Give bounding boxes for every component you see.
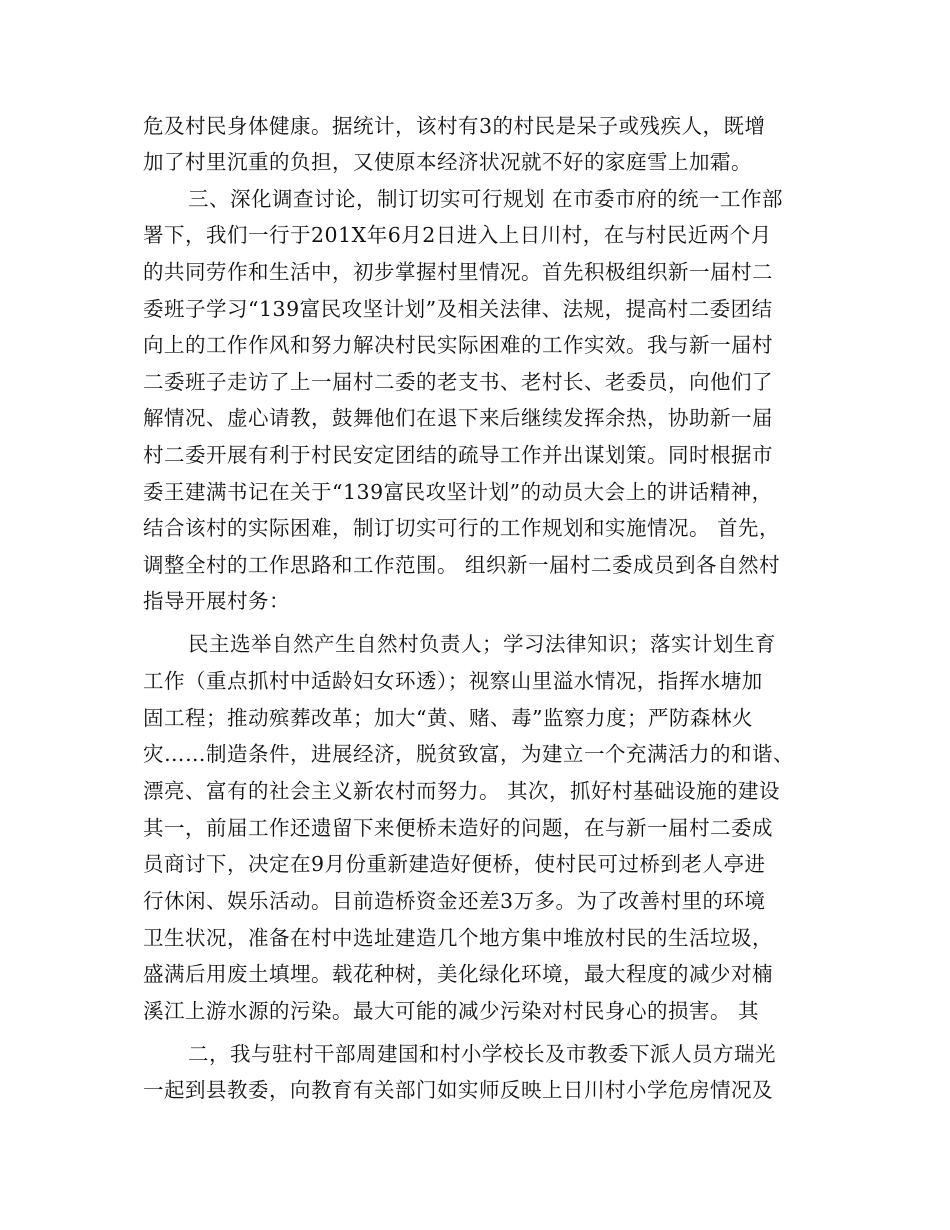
text-line: 村二委开展有利于村民安定团结的疏导工作并出谋划策。同时根据市 <box>143 443 773 467</box>
text-line: 委班子学习“139富民攻坚计划”及相关法律、法规，提高村二委团结 <box>143 297 773 321</box>
text-line: 行休闲、娱乐活动。目前造桥资金还差3万多。为了改善村里的环境 <box>143 889 766 913</box>
text-line: 溪江上游水源的污染。最大可能的减少污染对村民身心的损害。 其 <box>143 999 760 1023</box>
text-line: 其一，前届工作还遗留下来便桥未造好的问题，在与新一届村二委成 <box>143 816 773 840</box>
text-line: 的共同劳作和生活中，初步掌握村里情况。首先积极组织新一届村二 <box>143 260 773 284</box>
text-line: 解情况、虚心请教，鼓舞他们在退下来后继续发挥余热，协助新一届 <box>143 406 773 430</box>
section-heading-line: 三、深化调查讨论，制订切实可行规划 在市委市府的统一工作部 <box>188 187 784 211</box>
text-line: 二，我与驻村干部周建国和村小学校长及市教委下派人员方瑞光 <box>188 1042 776 1066</box>
text-line: 委王建满书记在关于“139富民攻坚计划”的动员大会上的讲话精神， <box>143 480 773 504</box>
text-line: 工作（重点抓村中适龄妇女环透）；视察山里溢水情况，指挥水塘加 <box>143 669 763 693</box>
text-line: 危及村民身体健康。据统计，该村有3的村民是呆子或残疾人，既增 <box>143 114 766 138</box>
text-line: 结合该村的实际困难，制订切实可行的工作规划和实施情况。 首先， <box>143 516 781 540</box>
text-line: 民主选举自然产生自然村负责人；学习法律知识；落实计划生育 <box>188 632 776 656</box>
text-line: 盛满后用废土填埋。载花种树，美化绿化环境，最大程度的减少对楠 <box>143 962 773 986</box>
text-line: 加了村里沉重的负担，又使原本经济状况就不好的家庭雪上加霜。 <box>143 150 752 174</box>
text-line: 调整全村的工作思路和工作范围。 组织新一届村二委成员到各自然村 <box>143 553 781 577</box>
text-line: 固工程；推动殡葬改革；加大“黄、赌、毒”监察力度；严防森林火 <box>143 706 753 730</box>
text-line: 向上的工作作风和努力解决村民实际困难的工作实效。我与新一届村 <box>143 333 773 357</box>
text-line: 二委班子走访了上一届村二委的老支书、老村长、老委员，向他们了 <box>143 370 773 394</box>
text-line: 署下，我们一行于201X年6月2日进入上日川村，在与村民近两个月 <box>143 223 772 247</box>
text-line: 灾……制造条件，进展经济，脱贫致富，为建立一个充满活力的和谐、 <box>143 742 794 766</box>
text-line: 一起到县教委，向教育有关部门如实师反映上日川村小学危房情况及 <box>143 1078 773 1102</box>
text-line: 卫生状况，准备在村中选址建造几个地方集中堆放村民的生活垃圾， <box>143 926 773 950</box>
text-line: 漂亮、富有的社会主义新农村而努力。 其次，抓好村基础设施的建设 <box>143 779 781 803</box>
text-line: 员商讨下，决定在9月份重新建造好便桥，使村民可过桥到老人亭进 <box>143 852 766 876</box>
text-line: 指导开展村务： <box>143 589 290 613</box>
